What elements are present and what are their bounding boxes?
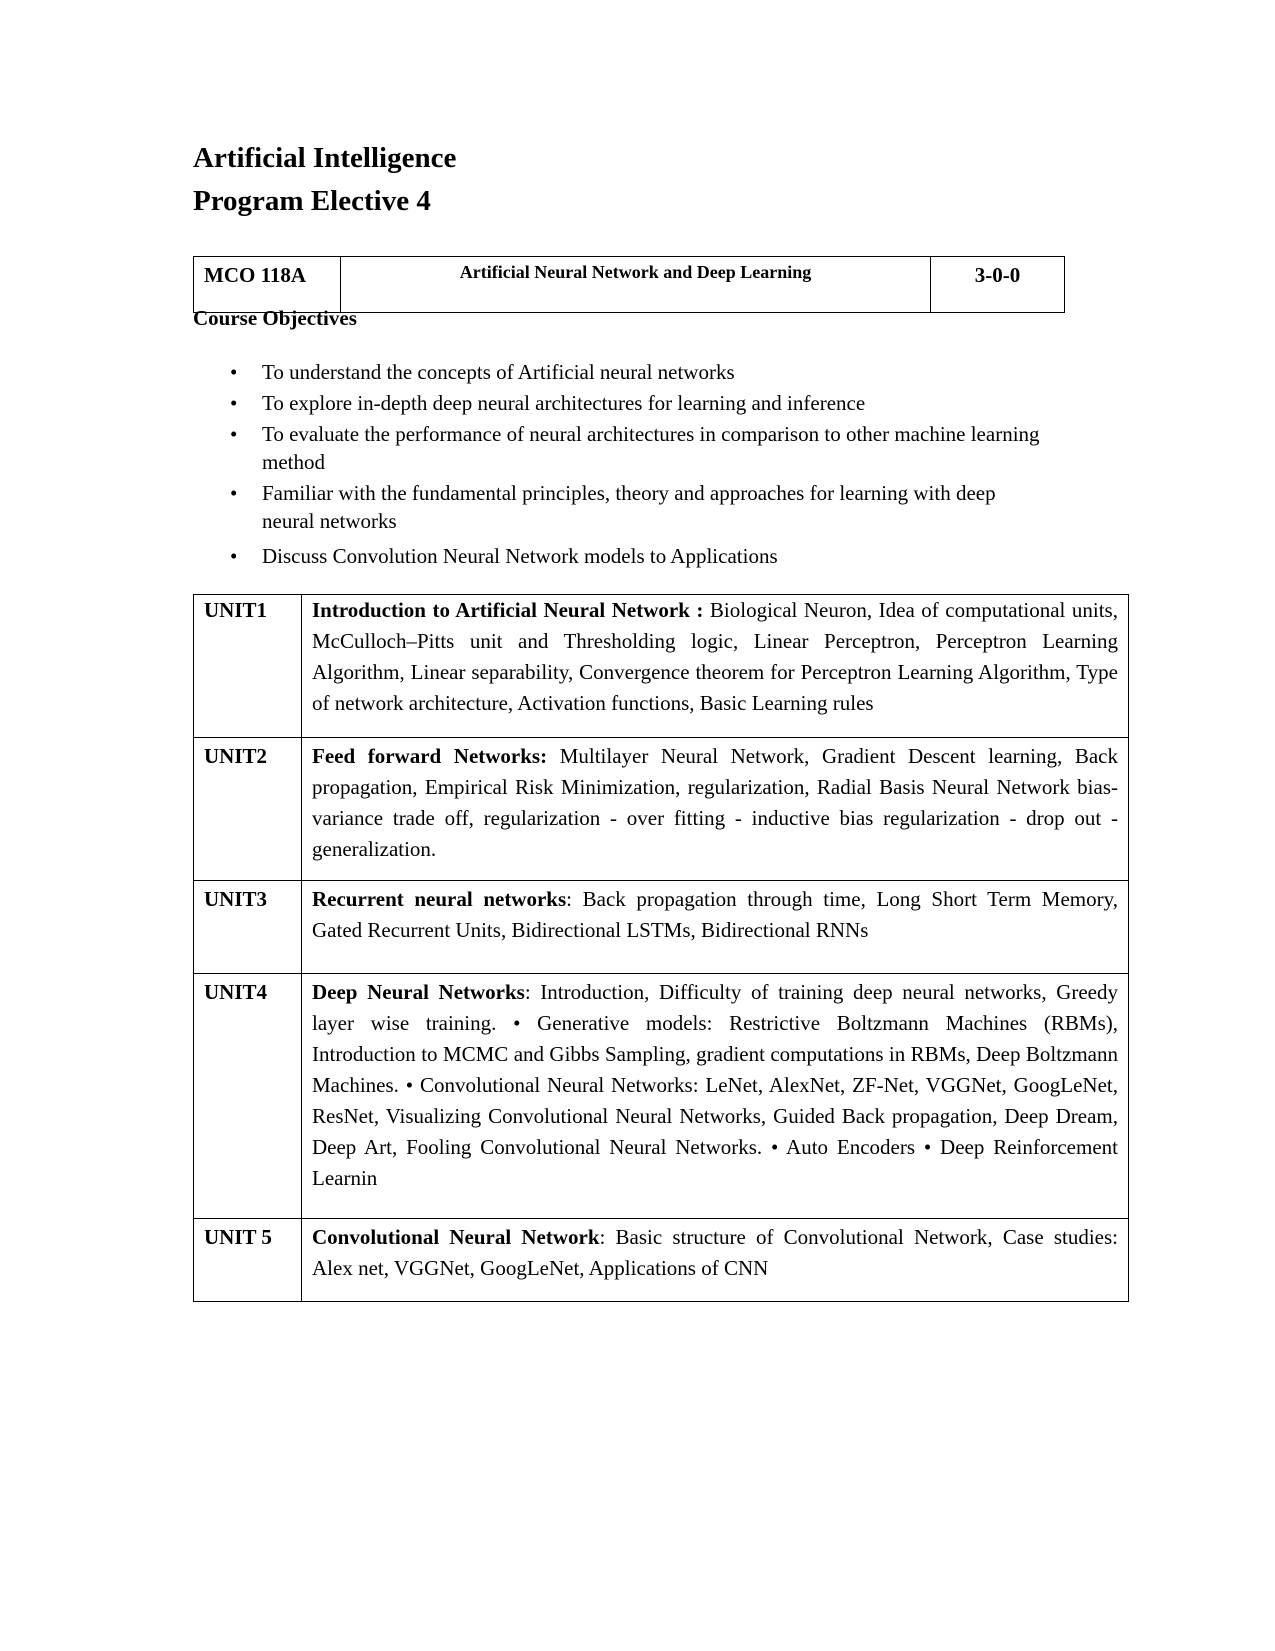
unit-content (302, 595, 1129, 738)
course-credits: 3-0-0 (931, 257, 1065, 313)
unit-row (194, 1219, 1129, 1302)
objective-item: • Familiar with the fundamental principles, theory and approaches for learning with deep neural networks (230, 479, 1050, 535)
objective-item: • To explore in-depth deep neural architectures for learning and inference (230, 389, 1050, 417)
page-title (193, 137, 456, 223)
course-header-row (194, 257, 1065, 313)
unit-topic: Deep Neural Networks (312, 980, 525, 1004)
objective-item: • To understand the concepts of Artificial neural networks (230, 358, 1050, 386)
unit-text: : Back propagation through time, Long Short Term Memory, Gated Recurrent Units, Bidirectional LSTMs, Bidirectional RNNs (312, 887, 1118, 942)
unit-label: UNIT 5 (194, 1219, 302, 1302)
unit-text: : Basic structure of Convolutional Network, Case studies: Alex net, VGGNet, GoogLeNet, Applications of CNN (312, 1225, 1118, 1280)
unit-content (302, 1219, 1129, 1302)
unit-row (194, 738, 1129, 881)
unit-topic: Convolutional Neural Network (312, 1225, 600, 1249)
units-table (193, 594, 1129, 1302)
unit-content (302, 881, 1129, 974)
unit-label: UNIT2 (194, 738, 302, 881)
objectives-heading: Course Objectives (193, 306, 357, 330)
objectives-list (230, 358, 1050, 570)
unit-topic: Feed forward Networks: (312, 744, 548, 768)
course-header-table (193, 256, 1065, 313)
unit-label: UNIT4 (194, 974, 302, 1219)
page-title-line1: Artificial Intelligence (193, 142, 457, 174)
unit-row (194, 974, 1129, 1219)
objective-item: • Discuss Convolution Neural Network models to Applications (230, 542, 1050, 570)
unit-topic: Introduction to Artificial Neural Network : (312, 598, 704, 622)
page-title-line2: Program Elective 4 (193, 185, 431, 217)
course-name: Artificial Neural Network and Deep Learning (341, 257, 931, 313)
unit-row (194, 595, 1129, 738)
unit-topic: Recurrent neural networks (312, 887, 567, 911)
unit-row (194, 881, 1129, 974)
unit-label: UNIT1 (194, 595, 302, 738)
course-code: MCO 118A (194, 257, 341, 313)
unit-content (302, 974, 1129, 1219)
unit-text: Biological Neuron, Idea of computational units, McCulloch–Pitts unit and Thresholding logic, Linear Perceptron, Perceptron Learning Algorithm, Linear separability, Convergence theorem for Perceptron Learning Algorithm, Type of network architecture, Activation functions, Basic Learning rules (312, 598, 1118, 715)
unit-content (302, 738, 1129, 881)
unit-text: Multilayer Neural Network, Gradient Descent learning, Back propagation, Empirical Risk Minimization, regularization, Radial Basis Neural Network bias-variance trade off, regularization - over fitting - inductive bias regularization - drop out - generalization. (312, 744, 1118, 861)
unit-label: UNIT3 (194, 881, 302, 974)
objective-item: • To evaluate the performance of neural architectures in comparison to other machine learning method (230, 420, 1050, 476)
unit-text: : Introduction, Difficulty of training deep neural networks, Greedy layer wise training. • Generative models: Restrictive Boltzmann Machines (RBMs), Introduction to MCMC and Gibbs Sampling, gradient computations in RBMs, Deep Boltzmann Machines. • Convolutional Neural Networks: LeNet, AlexNet, ZF-Net, VGGNet, GoogLeNet, ResNet, Visualizing Convolutional Neural Networks, Guided Back propagation, Deep Dream, Deep Art, Fooling Convolutional Neural Networks. • Auto Encoders • Deep Reinforcement Learnin (312, 980, 1118, 1190)
